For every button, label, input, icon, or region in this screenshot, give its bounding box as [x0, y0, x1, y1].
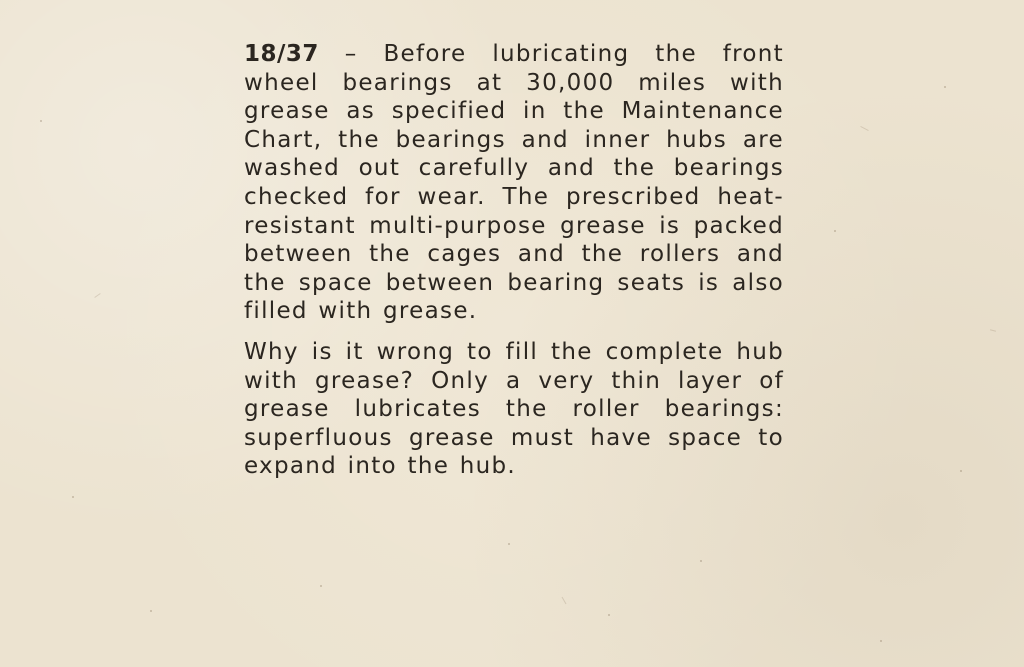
figure-reference: 18/37: [244, 41, 319, 67]
paragraph-text: – Before lubricating the front wheel bearings at 30,000 miles with grease as specified in the Maintenance Chart, the bearings and inner hubs are washed out carefully and the bearings checked for wear. The prescribed heat-resistant multi-purpose grease is packed between the cages and the rollers and the space between bearing seats is also filled with grease.: [244, 41, 784, 325]
paragraph-bearing-lubrication: [244, 40, 784, 326]
paragraph-why-not-fill-hub: Why is it wrong to fill the complete hub with grease? Only a very thin layer of grease lubricates the roller bearings: superfluous grease must have space to expand into the hub.: [244, 338, 784, 480]
document-body: [244, 40, 784, 481]
